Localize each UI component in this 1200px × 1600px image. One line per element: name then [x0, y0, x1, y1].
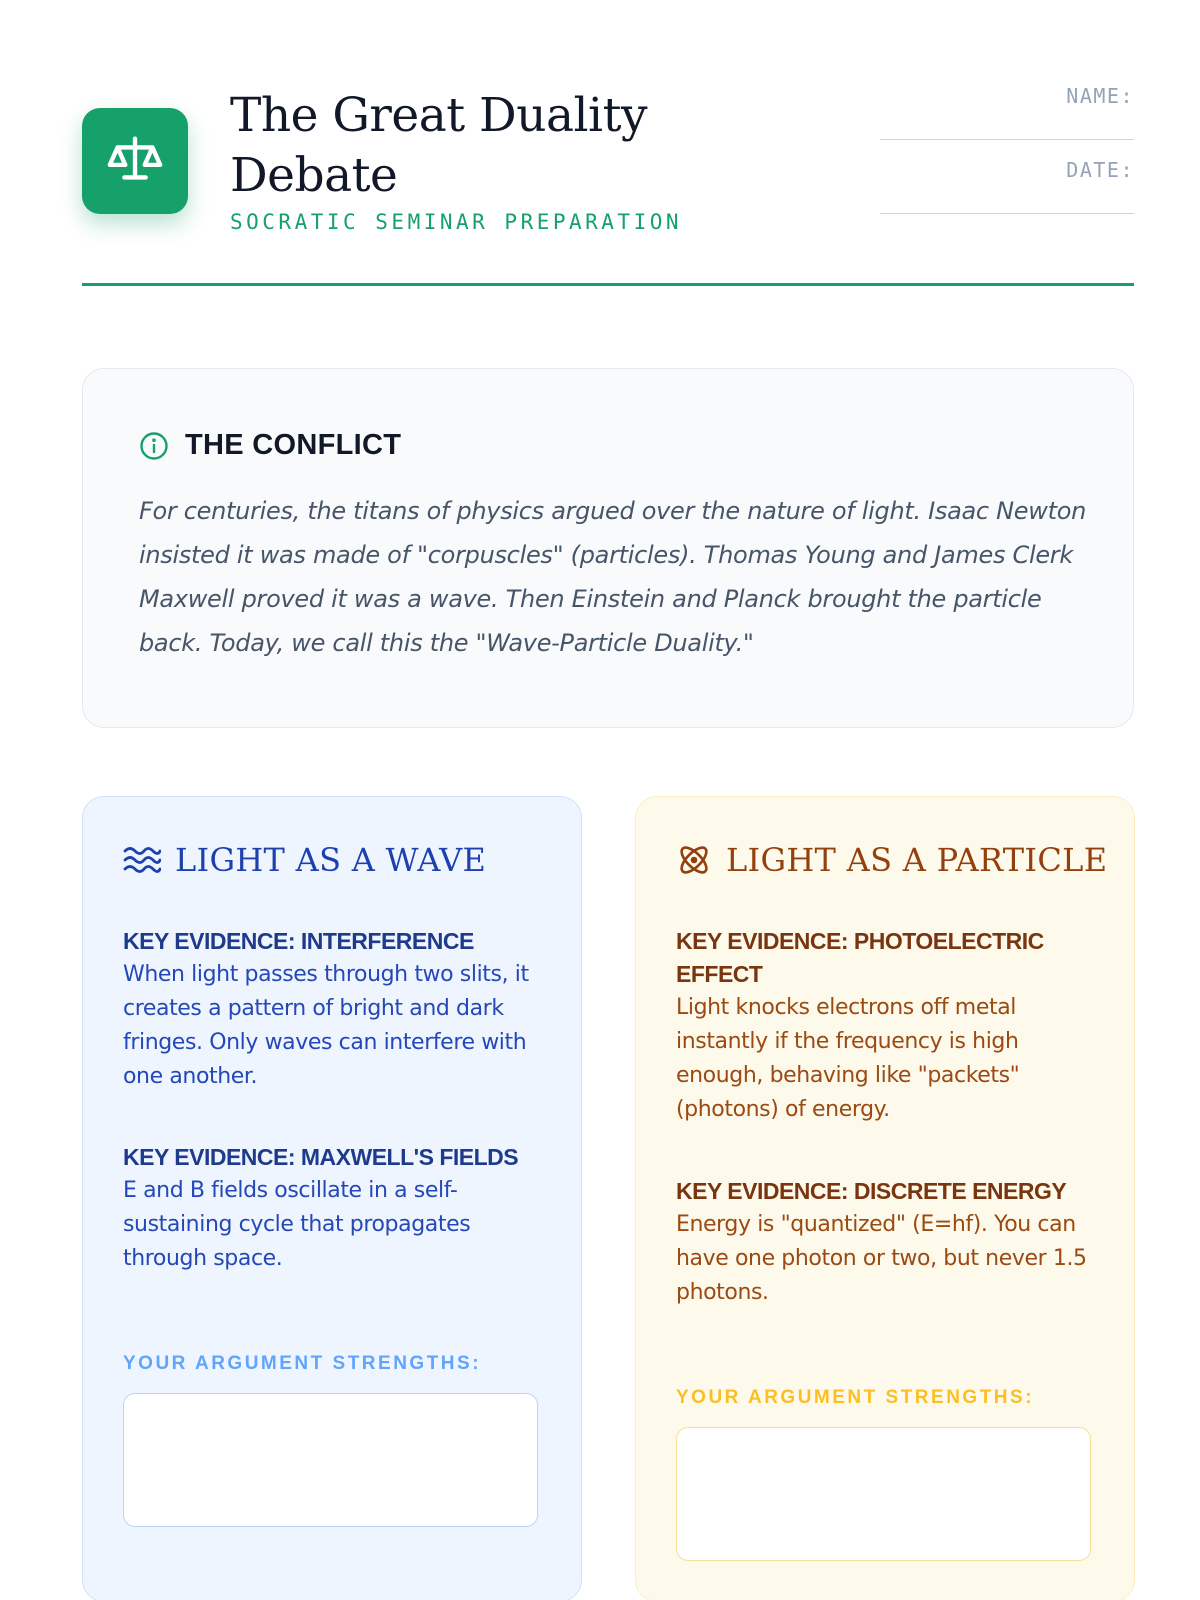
date-label: DATE:: [1066, 158, 1134, 182]
wave-card-heading: [123, 841, 486, 879]
evidence-text: Energy is "quantized" (E=hf). You can have one photon or two, but never 1.5 photons.: [676, 1212, 1087, 1305]
wave-evidence-interference: [123, 925, 543, 1094]
particle-strengths-label: YOUR ARGUMENT STRENGTHS:: [676, 1387, 1035, 1408]
logo-badge: [82, 108, 188, 214]
evidence-text: E and B fields oscillate in a self-sustaining cycle that propagates through space.: [123, 1178, 471, 1271]
name-label: NAME:: [1066, 84, 1134, 108]
name-field[interactable]: [880, 84, 1134, 140]
waves-icon: [123, 845, 161, 875]
particle-evidence-discrete: [676, 1175, 1096, 1310]
particle-card-title: LIGHT AS A PARTICLE: [726, 841, 1108, 879]
wave-strengths-label: YOUR ARGUMENT STRENGTHS:: [123, 1353, 482, 1374]
conflict-text: For centuries, the titans of physics argued over the nature of light. Isaac Newton insisted it was made of "corpuscles" (particles). Thomas Young and James Clerk Maxwell proved it was a wave. Then Einstein and Planck brought the particle back. Today, we call this the "Wave-Particle Duality.": [139, 497, 1087, 657]
conflict-heading: [139, 429, 401, 462]
evidence-title: KEY EVIDENCE: INTERFERENCE: [123, 928, 474, 954]
evidence-text: Light knocks electrons off metal instantly if the frequency is high enough, behaving like "packets" (photons) of energy.: [676, 995, 1020, 1122]
conflict-title: THE CONFLICT: [185, 429, 402, 461]
conflict-panel: [82, 368, 1134, 728]
evidence-title: KEY EVIDENCE: MAXWELL'S FIELDS: [123, 1144, 519, 1170]
particle-strengths-input[interactable]: [676, 1427, 1091, 1561]
evidence-text: When light passes through two slits, it creates a pattern of bright and dark fringes. Only waves can interfere with one another.: [123, 962, 529, 1089]
wave-evidence-fields: [123, 1141, 543, 1276]
date-field[interactable]: [880, 158, 1134, 214]
particle-card: [635, 796, 1135, 1600]
particle-card-heading: [676, 841, 1107, 879]
wave-card: [82, 796, 582, 1600]
scale-icon: [104, 130, 166, 192]
particle-evidence-photoelectric: [676, 925, 1096, 1127]
wave-card-title: LIGHT AS A WAVE: [175, 841, 487, 879]
page-title: The Great Duality Debate: [230, 88, 648, 203]
info-icon: [139, 431, 169, 461]
wave-strengths-input[interactable]: [123, 1393, 538, 1527]
atom-icon: [676, 842, 712, 878]
evidence-title: KEY EVIDENCE: PHOTOELECTRIC EFFECT: [676, 928, 1044, 987]
worksheet-header: [82, 60, 1134, 286]
evidence-title: KEY EVIDENCE: DISCRETE ENERGY: [676, 1178, 1067, 1204]
page-subtitle: SOCRATIC SEMINAR PREPARATION: [230, 210, 683, 234]
